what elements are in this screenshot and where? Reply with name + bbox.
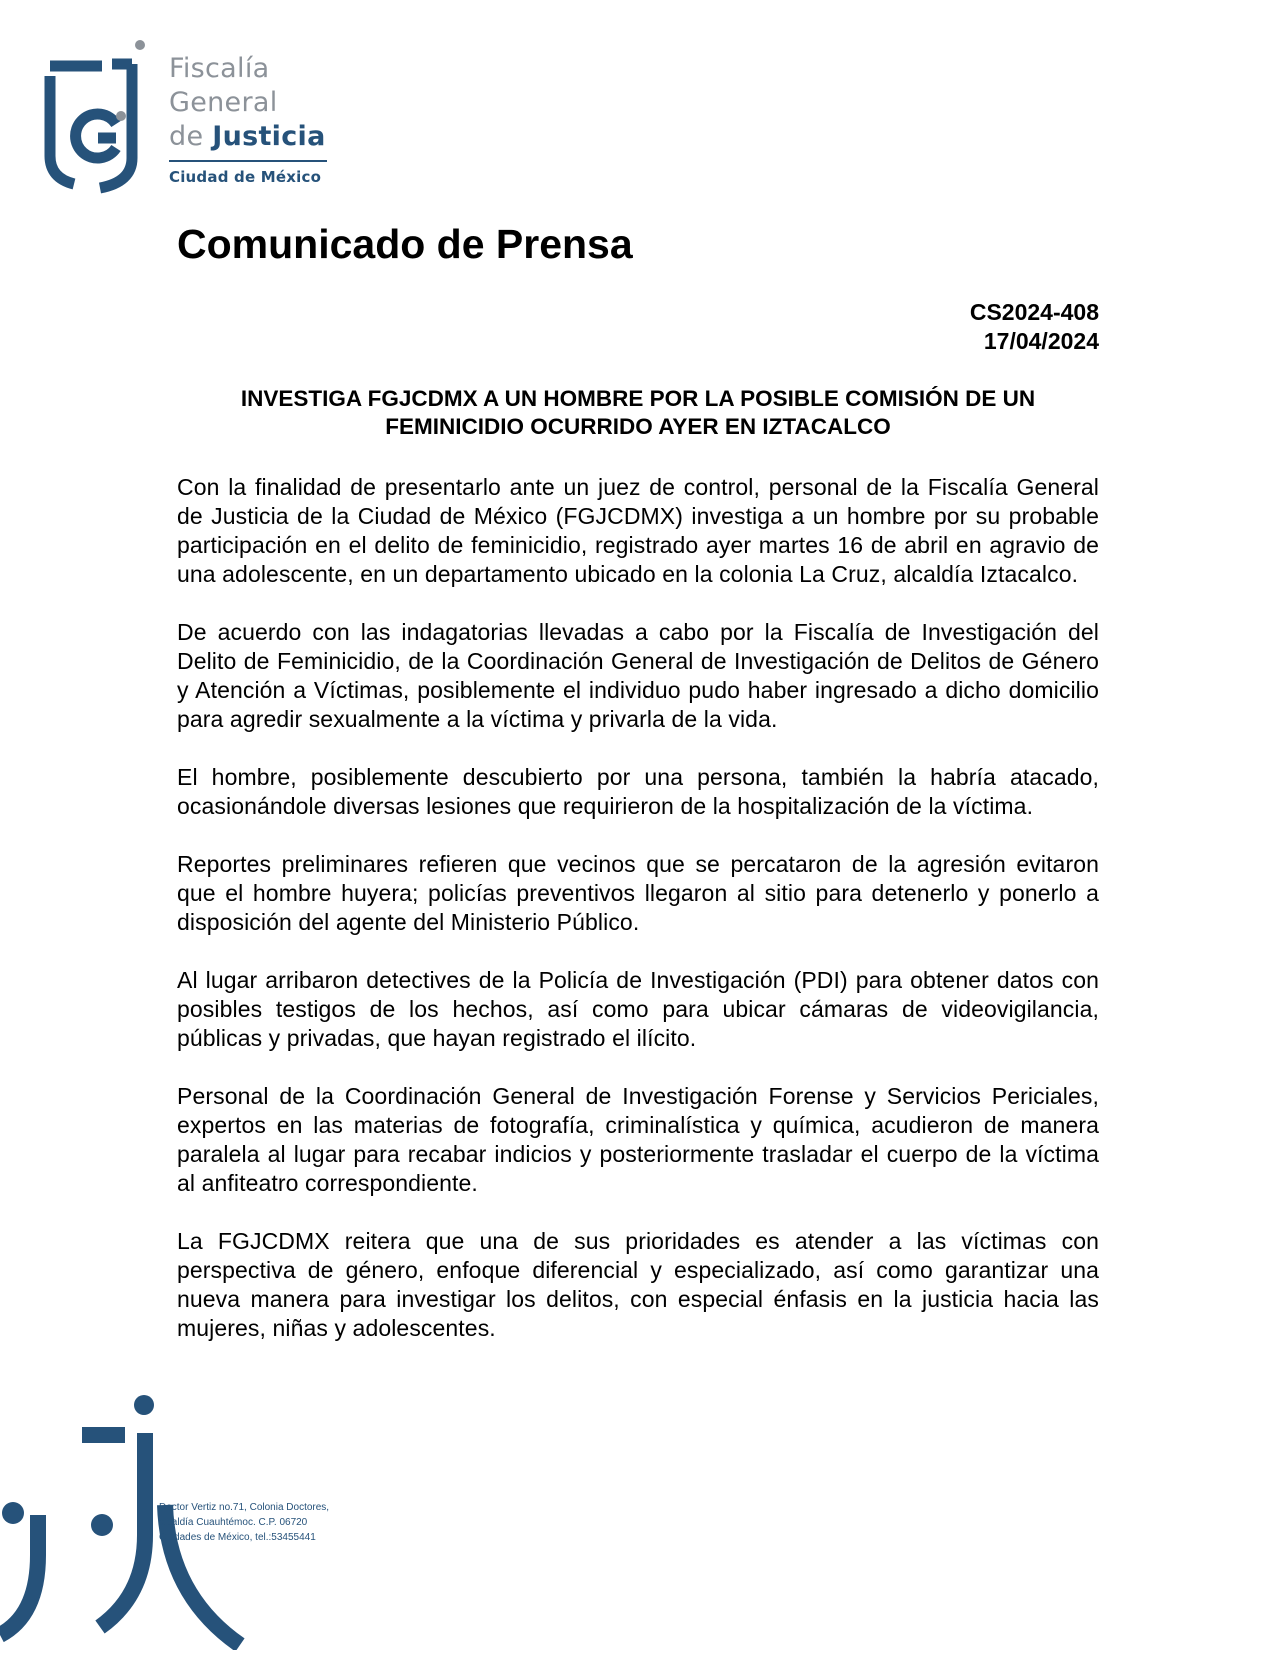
footer-address xyxy=(159,1500,329,1545)
document-title: Comunicado de Prensa xyxy=(177,221,633,267)
address-line-2: alcaldía Cuauhtémoc. C.P. 06720 xyxy=(159,1517,308,1528)
fgj-logo-emblem xyxy=(40,38,160,196)
document-date: 17/04/2024 xyxy=(983,328,1099,354)
press-body xyxy=(177,473,1099,1372)
reference-number: CS2024-408 xyxy=(969,299,1099,325)
address-line-1: Doctor Vertiz no.71, Colonia Doctores, xyxy=(159,1502,330,1513)
logo-prefix: de xyxy=(169,121,213,152)
logo-line-justicia xyxy=(169,120,327,154)
paragraph-3: El hombre, posiblemente descubierto por una persona, también la habría atacado, ocasionándole diversas lesiones que requirieron de la hospitalización de la víctima. xyxy=(177,764,1099,819)
paragraph-5: Al lugar arribaron detectives de la Policía de Investigación (PDI) para obtener datos con posibles testigos de los hechos, así como para ubicar cámaras de videovigilancia, públicas y privadas, que hayan registrado el ilícito. xyxy=(177,967,1099,1051)
paragraph-4: Reportes preliminares refieren que vecinos que se percataron de la agresión evitaron que el hombre huyera; policías preventivos llegaron al sitio para detenerlo y ponerlo a disposición del agente del Ministerio Público. xyxy=(177,851,1099,935)
reference-block xyxy=(970,298,1099,356)
paragraph-1: Con la finalidad de presentarlo ante un juez de control, personal de la Fiscalía General de Justicia de la Ciudad de México (FGJCDMX) investiga a un hombre por su probable participación en el delito de feminicidio, registrado ayer martes 16 de abril en agravio de una adolescente, en un departamento ubicado en la colonia La Cruz, alcaldía Iztacalco. xyxy=(177,474,1099,587)
paragraph-2: De acuerdo con las indagatorias llevadas a cabo por la Fiscalía de Investigación del Delito de Feminicidio, de la Coordinación General de Investigación de Delitos de Género y Atención a Víctimas, posiblemente el individuo pudo haber ingresado a dicho domicilio para agredir sexualmente a la víctima y privarla de la vida. xyxy=(177,619,1099,732)
paragraph-7: La FGJCDMX reitera que una de sus prioridades es atender a las víctimas con perspectiva de género, enfoque diferencial y especializado, así como garantizar una nueva manera para investigar los delitos, con especial énfasis en la justicia hacia las mujeres, niñas y adolescentes. xyxy=(177,1228,1099,1341)
logo-line-fiscalia: Fiscalía xyxy=(169,53,270,84)
paragraph-6: Personal de la Coordinación General de Investigación Forense y Servicios Periciales, expertos en las materias de fotografía, criminalística y química, acudieron de manera paralela al lugar para recabar indicios y posteriormente trasladar el cuerpo de la víctima al anfiteatro correspondiente. xyxy=(177,1083,1099,1196)
headline-line-1: INVESTIGA FGJCDMX A UN HOMBRE POR LA POSIBLE COMISIÓN DE UN xyxy=(240,386,1036,411)
headline-line-2: FEMINICIDIO OCURRIDO AYER EN IZTACALCO xyxy=(385,414,891,439)
logo-line-general: General xyxy=(169,87,278,118)
logo-city: Ciudad de México xyxy=(169,168,322,186)
address-line-3: Ciudades de México, tel.:53455441 xyxy=(159,1532,316,1543)
logo-divider xyxy=(169,160,327,162)
fgj-logo-text xyxy=(169,52,327,186)
logo-strong: Justicia xyxy=(212,121,326,152)
press-headline xyxy=(177,385,1099,441)
